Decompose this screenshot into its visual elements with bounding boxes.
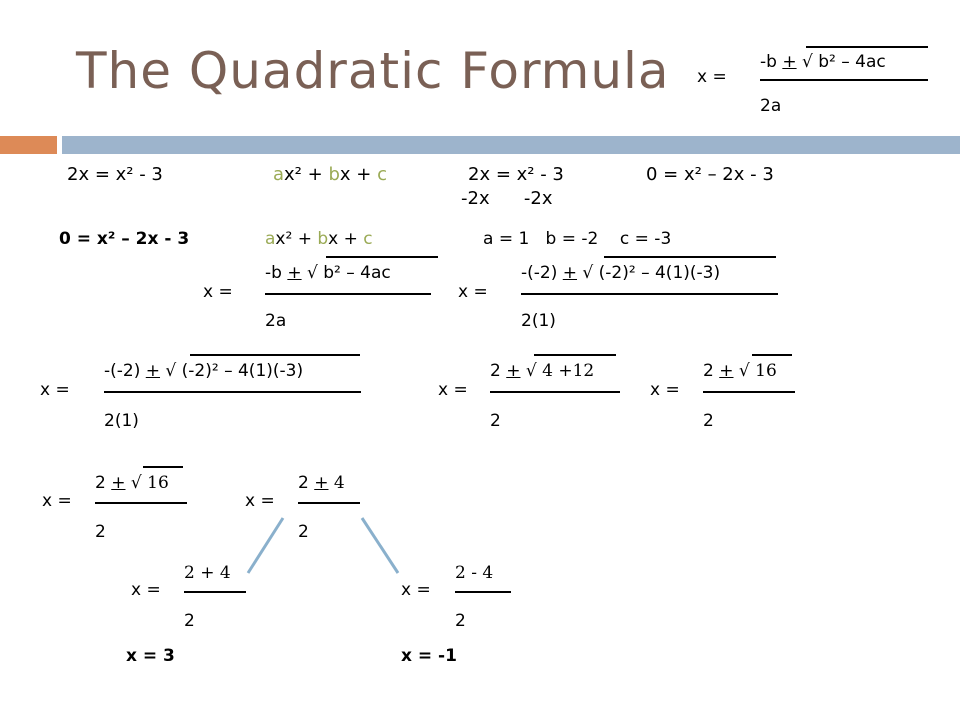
row4-f3-numerator: 2 + √ 16: [703, 361, 777, 381]
row5-f1-numerator: 2 + √ 16: [95, 473, 169, 493]
row6-f2-fraction-bar: [455, 591, 511, 593]
row4-f1-lhs: x =: [40, 380, 70, 400]
row4-f3-lhs: x =: [650, 380, 680, 400]
formula-top-denominator: 2a: [760, 96, 782, 116]
row4-f3-denominator: 2: [703, 411, 714, 431]
row3-f1-numerator: -b + √ b² – 4ac: [265, 263, 391, 283]
row6-f1-numerator: 2 + 4: [184, 563, 231, 583]
row1-result: 0 = x² – 2x - 3: [646, 164, 774, 185]
formula-top-lhs: x =: [697, 67, 727, 87]
row3-f2-numerator: -(-2) + √ (-2)² – 4(1)(-3): [521, 263, 721, 283]
row6-f1-denominator: 2: [184, 611, 195, 631]
row6-f2-denominator: 2: [455, 611, 466, 631]
row3-f1-denominator: 2a: [265, 311, 287, 331]
row3-f2-denominator: 2(1): [521, 311, 556, 331]
row1-subtract-step: -2x -2x: [461, 188, 553, 209]
row6-f1-lhs: x =: [131, 580, 161, 600]
branch-line-left: [248, 518, 283, 573]
row1-equation-rearrange: 2x = x² - 3: [468, 164, 564, 185]
row3-f1-lhs: x =: [203, 282, 233, 302]
answer-two: x = -1: [401, 646, 457, 666]
answer-one: x = 3: [126, 646, 175, 666]
row2-standard-form: ax² + bx + c: [265, 229, 373, 249]
row5-f2-numerator: 2 + 4: [298, 473, 345, 493]
row4-f2-numerator: 2 + √ 4 +12: [490, 361, 595, 381]
row2-coefficients: a = 1 b = -2 c = -3: [483, 229, 672, 249]
row4-f1-denominator: 2(1): [104, 411, 139, 431]
row3-f2-lhs: x =: [458, 282, 488, 302]
row5-f1-denominator: 2: [95, 522, 106, 542]
row5-f2-denominator: 2: [298, 522, 309, 542]
row5-f1-lhs: x =: [42, 491, 72, 511]
formula-top-numerator: -b + √ b² – 4ac: [760, 52, 886, 72]
row6-f2-numerator: 2 - 4: [455, 563, 494, 583]
row4-f2-denominator: 2: [490, 411, 501, 431]
row6-f1-fraction-bar: [184, 591, 246, 593]
row6-f2-lhs: x =: [401, 580, 431, 600]
row1-standard-form: ax² + bx + c: [273, 164, 387, 185]
row1-equation: 2x = x² - 3: [67, 164, 163, 185]
branch-line-right: [362, 518, 398, 573]
row5-f2-lhs: x =: [245, 491, 275, 511]
row4-f2-lhs: x =: [438, 380, 468, 400]
slide-title: The Quadratic Formula: [76, 42, 670, 100]
row2-equation: 0 = x² – 2x - 3: [59, 229, 190, 249]
row4-f1-numerator: -(-2) + √ (-2)² – 4(1)(-3): [104, 361, 304, 381]
